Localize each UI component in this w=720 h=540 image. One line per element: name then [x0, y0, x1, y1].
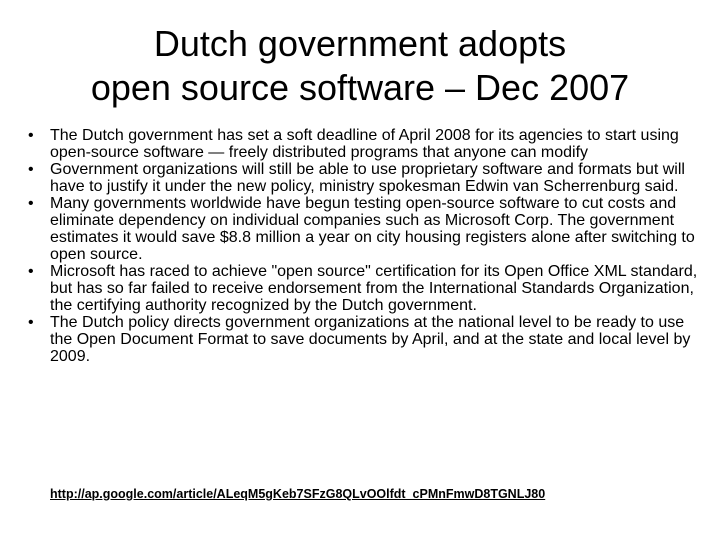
bullet-list	[28, 127, 708, 365]
bullet-item	[28, 161, 708, 195]
bullet-text: Government organizations will still be able to use proprietary software and formats but will have to justify it under the new policy, ministry spokesman Edwin van Scherrenburg said.	[50, 161, 685, 195]
slide-title	[40, 22, 680, 110]
bullet-point-icon: •	[28, 314, 34, 331]
bullet-text: The Dutch policy directs government organizations at the national level to be ready to use the Open Document Format to save documents by April, and at the state and local level by 2009.	[50, 314, 691, 365]
bullet-item	[28, 195, 708, 263]
bullet-point-icon: •	[28, 195, 34, 212]
bullet-text: Many governments worldwide have begun testing open-source software to cut costs and eliminate dependency on individual companies such as Microsoft Corp. The government estimates it would save $8.8 million a year on city housing registers alone after switching to open source.	[50, 195, 695, 263]
bullet-item	[28, 127, 708, 161]
bullet-item	[28, 263, 708, 314]
bullet-text: The Dutch government has set a soft deadline of April 2008 for its agencies to start using open-source software — freely distributed programs that anyone can modify	[50, 127, 679, 161]
title-line-2: open source software – Dec 2007	[90, 67, 630, 108]
title-line-1: Dutch government adopts	[153, 23, 567, 64]
bullet-item	[28, 314, 708, 365]
bullet-text: Microsoft has raced to achieve "open source" certification for its Open Office XML standard, but has so far failed to receive endorsement from the International Standards Organization, the certifying authority recognized by the Dutch government.	[50, 263, 698, 314]
bullet-point-icon: •	[28, 161, 34, 178]
source-link[interactable]: http://ap.google.com/article/ALeqM5gKeb7SFzG8QLvOOlfdt_cPMnFmwD8TGNLJ80	[50, 487, 546, 501]
bullet-point-icon: •	[28, 263, 34, 280]
bullet-point-icon: •	[28, 127, 34, 144]
